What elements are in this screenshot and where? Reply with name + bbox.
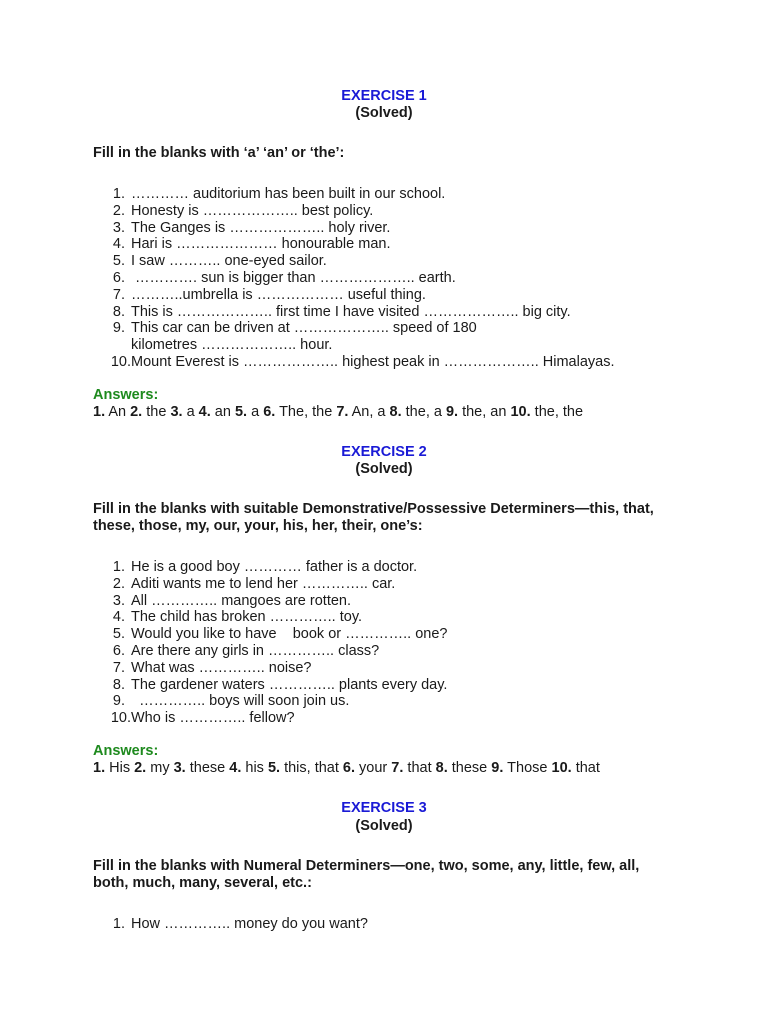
- answer-number: 10.: [551, 760, 572, 776]
- exercise-1-title: EXERCISE 1: [341, 88, 427, 104]
- question-text: This car can be driven at ……………….. speed of 180 kilometres ……………….. hour.: [131, 320, 477, 354]
- answer-text: my: [150, 760, 170, 776]
- question-item: [93, 287, 693, 304]
- question-number: 4.: [112, 236, 125, 253]
- answer-number: 1.: [93, 404, 106, 420]
- question-item: [93, 626, 693, 643]
- answer-text: The, the: [279, 404, 333, 420]
- question-item: [93, 236, 693, 253]
- answer-number: 7.: [336, 404, 349, 420]
- question-text: ………..umbrella is ……………… useful thing.: [131, 286, 426, 303]
- question-number: 5.: [112, 253, 125, 270]
- question-text: The child has broken ………….. toy.: [131, 609, 363, 626]
- answer-number: 3.: [170, 404, 183, 420]
- answer-text: Those: [507, 760, 548, 776]
- exercise-1-questions: [93, 186, 693, 371]
- answer-text: His: [109, 760, 131, 776]
- question-text: I saw ……….. one-eyed sailor.: [131, 253, 327, 270]
- exercise-2-questions: [93, 559, 693, 727]
- question-text: Would you like to have book or ………….. one?: [131, 626, 448, 643]
- answer-number: 6.: [342, 760, 356, 776]
- question-number: 9.: [112, 320, 125, 337]
- question-text: Mount Everest is ……………….. highest peak in ……………….. Himalayas.: [131, 353, 615, 370]
- exercise-1-instruction: Fill in the blanks with ‘a’ ‘an’ or ‘the’:: [93, 145, 345, 161]
- answer-number: 3.: [173, 760, 186, 776]
- question-item: [93, 270, 693, 287]
- question-number: 8.: [112, 303, 125, 320]
- answer-number: 9.: [445, 404, 459, 420]
- answer-number: 8.: [435, 760, 448, 776]
- answer-text: this, that: [284, 760, 339, 776]
- answer-text: the, a: [405, 404, 442, 420]
- answer-number: 2.: [130, 404, 143, 420]
- question-number: 10.: [110, 710, 131, 727]
- question-number: 7.: [112, 659, 125, 676]
- question-text: What was ………….. noise?: [131, 659, 312, 676]
- question-number: 5.: [112, 626, 125, 643]
- exercise-2-answers: [93, 760, 733, 777]
- question-number: 1.: [112, 186, 125, 202]
- answer-number: 2.: [134, 760, 147, 776]
- answer-number: 5.: [234, 404, 248, 420]
- question-item: [93, 593, 693, 610]
- answer-number: 6.: [263, 404, 276, 420]
- answer-text: these: [189, 760, 226, 776]
- question-number: 2.: [112, 202, 125, 219]
- question-text: ………….. boys will soon join us.: [131, 693, 350, 710]
- question-text: The gardener waters ………….. plants every day.: [131, 676, 448, 693]
- exercise-2-title: EXERCISE 2: [341, 444, 427, 460]
- question-number: 2.: [112, 575, 125, 592]
- answer-text: a: [251, 404, 260, 420]
- question-number: 8.: [112, 676, 125, 693]
- exercise-2-subtitle: (Solved): [355, 461, 413, 477]
- question-text: How ………….. money do you want?: [131, 916, 368, 932]
- answer-text: that: [407, 760, 432, 776]
- answer-text: your: [359, 760, 388, 776]
- question-text: Hari is ………………… honourable man.: [131, 236, 391, 253]
- question-item: [93, 354, 693, 371]
- answer-text: An, a: [351, 404, 386, 420]
- question-number: 4.: [112, 609, 125, 626]
- question-text: Aditi wants me to lend her ………….. car.: [131, 575, 396, 592]
- question-text: He is a good boy ………… father is a doctor.: [131, 559, 418, 575]
- answer-number: 4.: [198, 404, 211, 420]
- answer-number: 5.: [267, 760, 281, 776]
- question-item: [93, 320, 693, 354]
- exercise-1-subtitle: (Solved): [355, 105, 413, 121]
- answer-number: 9.: [491, 760, 504, 776]
- question-item: [93, 304, 693, 321]
- question-item: [93, 677, 693, 694]
- question-item: [93, 710, 693, 727]
- answer-text: these: [451, 760, 488, 776]
- question-number: 7.: [112, 286, 125, 303]
- question-number: 1.: [112, 916, 125, 932]
- answer-text: the, an: [462, 404, 507, 420]
- question-item: [93, 203, 693, 220]
- question-text: …………. sun is bigger than ……………….. earth.: [131, 269, 456, 286]
- answer-text: an: [214, 404, 231, 420]
- exercise-3-instruction: Fill in the blanks with Numeral Determiners—one, two, some, any, little, few, all, both, much, many, several, etc.:: [93, 858, 640, 891]
- answer-text: a: [186, 404, 195, 420]
- question-item: [93, 186, 693, 203]
- answer-text: that: [575, 760, 600, 776]
- question-item: [93, 609, 693, 626]
- exercise-2-answers-label: Answers:: [93, 743, 159, 759]
- question-text: Who is ………….. fellow?: [131, 710, 295, 727]
- question-item: [93, 660, 693, 677]
- question-text: The Ganges is ……………….. holy river.: [131, 219, 391, 236]
- answer-number: 10.: [510, 404, 531, 420]
- answer-text: the: [146, 404, 167, 420]
- question-item: [93, 916, 693, 933]
- exercise-3-questions: [93, 916, 693, 933]
- question-item: [93, 220, 693, 237]
- question-number: 3.: [112, 592, 125, 609]
- question-item: [93, 576, 693, 593]
- question-number: 6.: [112, 642, 125, 659]
- question-text: Honesty is ……………….. best policy.: [131, 202, 374, 219]
- answer-text: the, the: [534, 404, 584, 420]
- answer-text: his: [245, 760, 264, 776]
- answer-number: 8.: [389, 404, 402, 420]
- question-item: [93, 559, 693, 576]
- exercise-1-answers: [93, 404, 733, 421]
- question-item: [93, 253, 693, 270]
- question-number: 9.: [112, 693, 125, 710]
- answer-number: 4.: [229, 760, 242, 776]
- question-item: [93, 643, 693, 660]
- exercise-3-title: EXERCISE 3: [341, 800, 427, 816]
- question-item: [93, 693, 693, 710]
- question-text: ………… auditorium has been built in our school.: [131, 186, 446, 202]
- exercise-2-instruction: Fill in the blanks with suitable Demonstrative/Possessive Determiners—this, that, these, those, my, our, your, his, her, their, one’s:: [93, 501, 654, 534]
- question-number: 10.: [110, 353, 131, 370]
- question-text: Are there any girls in ………….. class?: [131, 642, 380, 659]
- question-text: All ………….. mangoes are rotten.: [131, 592, 351, 609]
- question-number: 3.: [112, 219, 125, 236]
- question-number: 1.: [112, 559, 125, 575]
- exercise-1-answers-label: Answers:: [93, 387, 159, 403]
- answer-text: An: [108, 404, 127, 420]
- question-text: This is ……………….. first time I have visited ……………….. big city.: [131, 303, 571, 320]
- answer-number: 1.: [93, 760, 106, 776]
- question-number: 6.: [112, 269, 125, 286]
- exercise-3-subtitle: (Solved): [355, 818, 413, 834]
- answer-number: 7.: [391, 760, 404, 776]
